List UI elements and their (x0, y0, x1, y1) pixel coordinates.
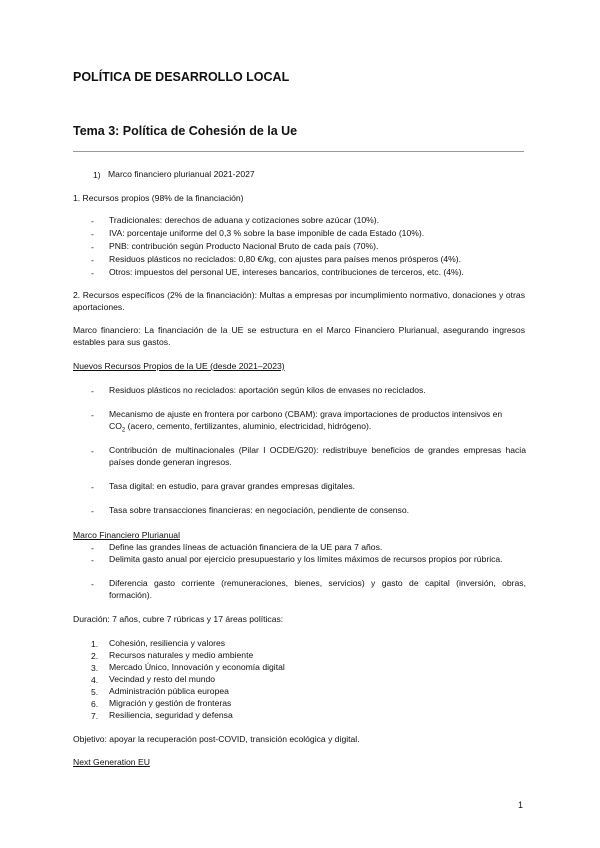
marco-financiero-paragraph: Marco financiero: La financiación de la UE se estructura en el Marco Financiero Plurianual, asegurando ingresos estables para sus gastos. (73, 325, 525, 347)
bullet-dash: - (91, 482, 94, 492)
bullet-dash: - (91, 446, 94, 456)
mfp-heading: Marco Financiero Plurianual (73, 530, 180, 540)
list-item: Mercado Único, Innovación y economía digital (109, 662, 285, 672)
bullet-dash: - (91, 506, 94, 516)
recursos-propios-heading: 1. Recursos propios (98% de la financiación) (73, 193, 244, 203)
list-item: Migración y gestión de fronteras (109, 698, 232, 708)
list-item: Cohesión, resiliencia y valores (109, 638, 226, 648)
list-item: Mecanismo de ajuste en frontera por carbono (CBAM): grava importaciones de productos intensivos en (109, 409, 503, 419)
list-number: 3. (91, 663, 99, 673)
list-number: 7. (91, 711, 99, 721)
bullet-dash: - (91, 229, 94, 239)
section-heading: Marco financiero plurianual 2021-2027 (108, 169, 255, 179)
bullet-dash: - (91, 410, 94, 420)
list-item: Otros: impuestos del personal UE, intereses bancarios, contribuciones de terceros, etc. (4%). (109, 267, 464, 277)
bullet-dash: - (91, 579, 94, 589)
next-gen-heading: Next Generation EU (73, 757, 150, 767)
section-marker: 1) (93, 170, 101, 180)
list-item: Tradicionales: derechos de aduana y cotizaciones sobre azúcar (10%). (109, 215, 380, 225)
list-item: Diferencia gasto corriente (remuneraciones, bienes, servicios) y gasto de capital (inversión, obras, formación). (109, 578, 526, 600)
list-item: Recursos naturales y medio ambiente (109, 650, 254, 660)
list-number: 4. (91, 675, 99, 685)
list-item: Contribución de multinacionales (Pilar I OCDE/G20): redistribuye beneficios de grandes empresas hacia países donde generan ingresos. (109, 445, 526, 467)
list-number: 5. (91, 687, 99, 697)
list-item: Tasa sobre transacciones financieras: en negociación, pendiente de consenso. (109, 505, 410, 515)
co-text: CO (109, 421, 122, 431)
title-divider (73, 151, 524, 152)
nuevos-recursos-heading: Nuevos Recursos Propios de la UE (desde 2021–2023) (73, 361, 285, 371)
list-number: 1. (91, 639, 99, 649)
list-item: PNB: contribución según Producto Nacional Bruto de cada país (70%). (109, 241, 379, 251)
list-item: Administración pública europea (109, 686, 229, 696)
co-rest-text: (acero, cemento, fertilizantes, aluminio, electricidad, hidrógeno). (125, 421, 372, 431)
list-item-continuation (109, 420, 371, 437)
list-item: Vecindad y resto del mundo (109, 674, 216, 684)
co-subscript: 2 (121, 427, 126, 434)
page-number: 1 (518, 800, 524, 810)
bullet-dash: - (91, 386, 94, 396)
bullet-dash: - (91, 242, 94, 252)
list-item: IVA: porcentaje uniforme del 0,3 % sobre la base imponible de cada Estado (10%). (109, 228, 425, 238)
document-title: POLÍTICA DE DESARROLLO LOCAL (73, 70, 290, 84)
topic-title: Tema 3: Política de Cohesión de la Ue (73, 124, 298, 138)
list-item: Resiliencia, seguridad y defensa (109, 710, 233, 720)
recursos-especificos-paragraph: 2. Recursos específicos (2% de la financiación): Multas a empresas por incumplimiento normativo, donaciones y otras aportaciones. (73, 290, 525, 312)
list-item: Tasa digital: en estudio, para gravar grandes empresas digitales. (109, 481, 356, 491)
list-number: 2. (91, 651, 99, 661)
bullet-dash: - (91, 255, 94, 265)
bullet-dash: - (91, 555, 94, 565)
list-item: Residuos plásticos no reciclados: aportación según kilos de envases no reciclados. (109, 385, 426, 395)
objetivo-paragraph: Objetivo: apoyar la recuperación post-COVID, transición ecológica y digital. (73, 734, 360, 744)
list-item: Delimita gasto anual por ejercicio presupuestario y los límites máximos de recursos propios por rúbrica. (109, 554, 503, 564)
list-item: Residuos plásticos no reciclados: 0,80 €/kg, con ajustes para países menos prósperos (4%). (109, 254, 462, 264)
bullet-dash: - (91, 216, 94, 226)
bullet-dash: - (91, 543, 94, 553)
list-number: 6. (91, 699, 99, 709)
duracion-paragraph: Duración: 7 años, cubre 7 rúbricas y 17 áreas políticas: (73, 614, 284, 624)
list-item: Define las grandes líneas de actuación financiera de la UE para 7 años. (109, 542, 383, 552)
bullet-dash: - (91, 268, 94, 278)
